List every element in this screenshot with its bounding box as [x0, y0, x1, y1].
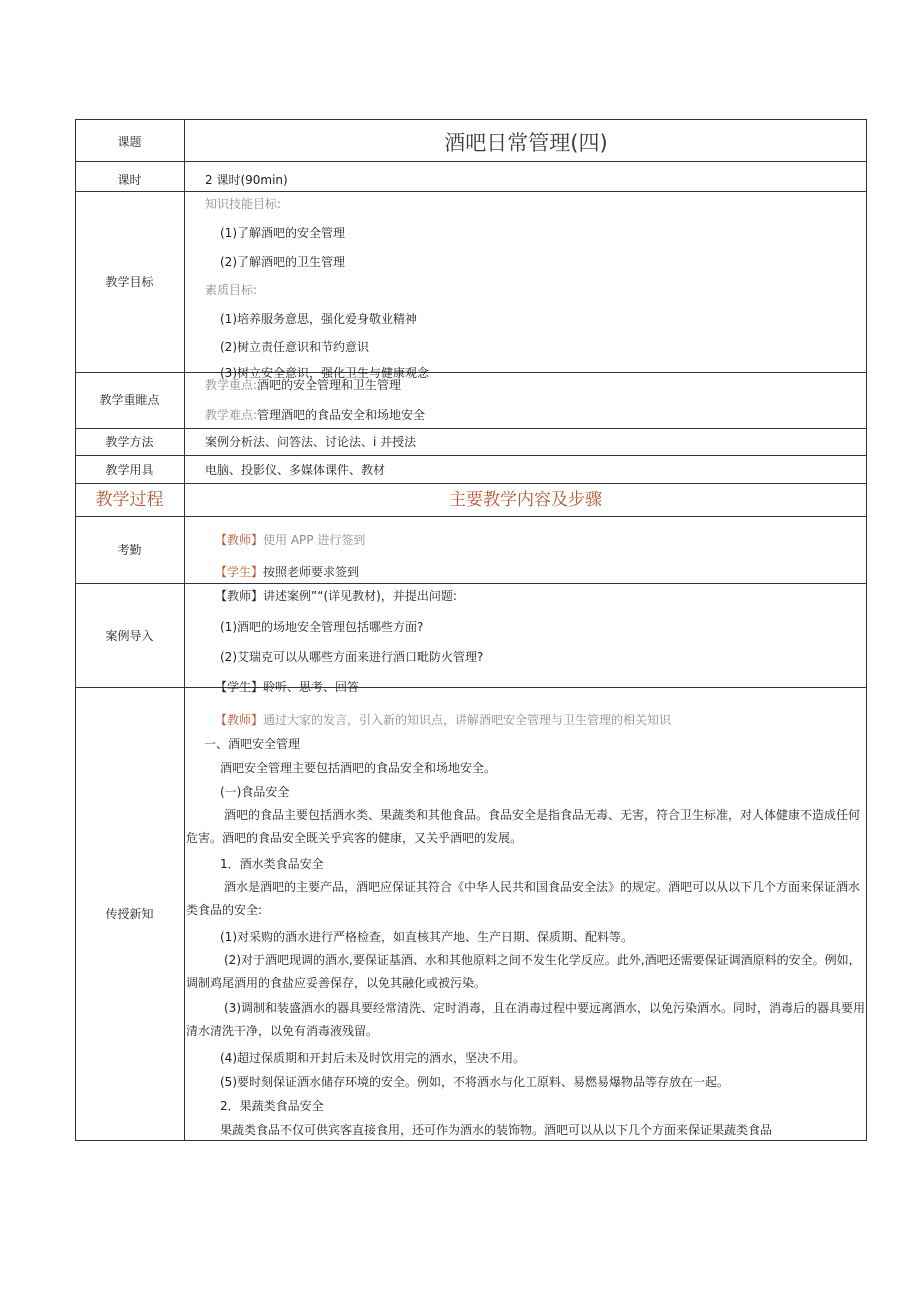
list-item: (4)超过保质期和开封后未及时饮用完的酒水，坚决不用。: [220, 1051, 526, 1065]
hours-value: 2 课时(90min): [205, 173, 288, 187]
objective-item: (2)了解酒吧的卫生管理: [220, 255, 345, 269]
intro-text: 通过大家的发言，引入新的知识点，讲解酒吧安全管理与卫生管理的相关知识: [263, 713, 672, 727]
row-divider: [75, 161, 867, 162]
case-question: (2)艾瑞克可以从哪些方面来进行酒口毗防火管理?: [220, 650, 484, 664]
attendance-teacher-text: 使用 APP 进行签到: [263, 533, 366, 547]
objective-item: (2)树立责任意识和节约意识: [220, 340, 369, 354]
paragraph: 果蔬类食品不仅可供宾客直接食用，还可作为酒水的装饰物。酒吧可以从以下几个方面来保证果蔬类食品: [220, 1123, 773, 1137]
teacher-tag: 【教师】: [215, 713, 264, 727]
case-intro-label: 案例导入: [105, 629, 154, 643]
knowledge-goal-heading: 知识技能目标:: [205, 197, 282, 211]
hours-label: 课时: [117, 173, 142, 187]
attendance-teacher-line: [215, 532, 365, 548]
case-student-line-clipped: 【学生】聆听、思考、回答: [215, 680, 360, 694]
case-teacher-text: 讲述案例”“(详见教材)，并提出问题:: [263, 589, 457, 603]
keypoints-label: 教学重睢点: [99, 393, 160, 407]
new-knowledge-content: [185, 688, 866, 1140]
subsection-heading: 2．果蔬类食品安全: [220, 1099, 324, 1113]
objective-item: (1)了解酒吧的安全管理: [220, 226, 345, 240]
teacher-tag: 【教师】: [215, 533, 264, 547]
list-item: (2)对于酒吧现调的酒水,要保证基酒、水和其他原料之间不发生化学反应。此外,酒吧还需要保证调酒原料的安全。例如，调制鸡尾酒用的食盐应妥善保存，以免其融化或被污染。: [186, 953, 861, 990]
list-item: (1)对采购的酒水进行严格检查，如直核其产地、生产日期、保质期、配料等。: [220, 930, 634, 944]
row-divider: [75, 455, 867, 456]
case-intro-content: [185, 584, 866, 694]
process-header-right: 主要教学内容及步骤: [449, 490, 602, 510]
tools-value: 电脑、投影仪、多媒体课件、教材: [205, 463, 386, 477]
difficulty-tag: 教学难点:: [205, 408, 258, 422]
row-divider: [75, 483, 867, 484]
table-border-bottom: [75, 1140, 867, 1141]
attendance-label: 考勤: [117, 543, 142, 557]
methods-value: 案例分析法、问答法、讨论法、i 并授法: [205, 435, 417, 449]
paragraph: 酒吧安全管理主要包括酒吧的食品安全和场地安全。: [220, 761, 497, 775]
intro-line: [215, 712, 671, 728]
case-question: (1)酒吧的场地安全管理包括哪些方面?: [220, 620, 424, 634]
row-divider: [75, 428, 867, 429]
quality-goal-heading: 素质目标:: [205, 283, 258, 297]
new-knowledge-label: 传授新知: [105, 907, 154, 921]
row-divider: [75, 516, 867, 517]
row-divider: [75, 372, 867, 373]
focus-tag: 教学重点:: [205, 378, 258, 392]
subsection-heading: 1．酒水类食品安全: [220, 857, 324, 871]
table-border-right: [866, 119, 867, 1141]
paragraph: 酒吧的食品主要包括酒水类、果蔬类和其他食品。食品安全是指食品无毒、无害，符合卫生标准，对人体健康不造成任何危害。酒吧的食品安全既关乎宾客的健康，又关乎酒吧的发展。: [186, 808, 861, 845]
lesson-title: 酒吧日常管理(四): [444, 131, 608, 155]
topic-label: 课题: [117, 135, 142, 149]
focus-line: [205, 377, 401, 393]
focus-value: 酒吧的安全管理和卫生管理: [257, 378, 402, 392]
list-item: (5)要时刻保证酒水储存环境的安全。例如，不将酒水与化工原料、易燃易爆物品等存放在一起。: [220, 1075, 730, 1089]
list-item: (3)调制和装盛酒水的器具要经常清洗、定时消毒，且在消毒过程中要远离酒水，以免污染酒水。同时，消毒后的器具要用清水清洗干净，以免有消毒液残留。: [186, 1001, 866, 1038]
objectives-content: [185, 192, 866, 380]
difficulty-line: [205, 407, 425, 423]
difficulty-value: 管理酒吧的食品安全和场地安全: [257, 408, 426, 422]
section-heading: 一、酒吧安全管理: [204, 737, 301, 751]
attendance-student-line: [215, 564, 359, 580]
paragraph: 酒水是酒吧的主要产品，酒吧应保证其符合《中华人民共和国食品安全法》的规定。酒吧可以从以下几个方面来保证酒水类食品的安全:: [186, 880, 861, 917]
process-header-left: 教学过程: [95, 490, 164, 510]
objective-item-clipped: (3)树立安全意识，强化卫生与健康观念: [220, 366, 429, 380]
tools-label: 教学用具: [105, 463, 154, 477]
teacher-tag: 【教师】: [215, 589, 264, 603]
objectives-label: 教学目标: [105, 275, 154, 289]
case-teacher-line: [215, 588, 457, 604]
attendance-student-text: 按照老师要求签到: [263, 565, 360, 579]
methods-label: 教学方法: [105, 435, 154, 449]
subsection-heading: (一)食品安全: [220, 785, 290, 799]
student-tag: 【学生】: [215, 565, 264, 579]
table-border-top: [75, 119, 867, 120]
objective-item: (1)培养服务意思，强化爱身敬业精神: [220, 312, 417, 326]
